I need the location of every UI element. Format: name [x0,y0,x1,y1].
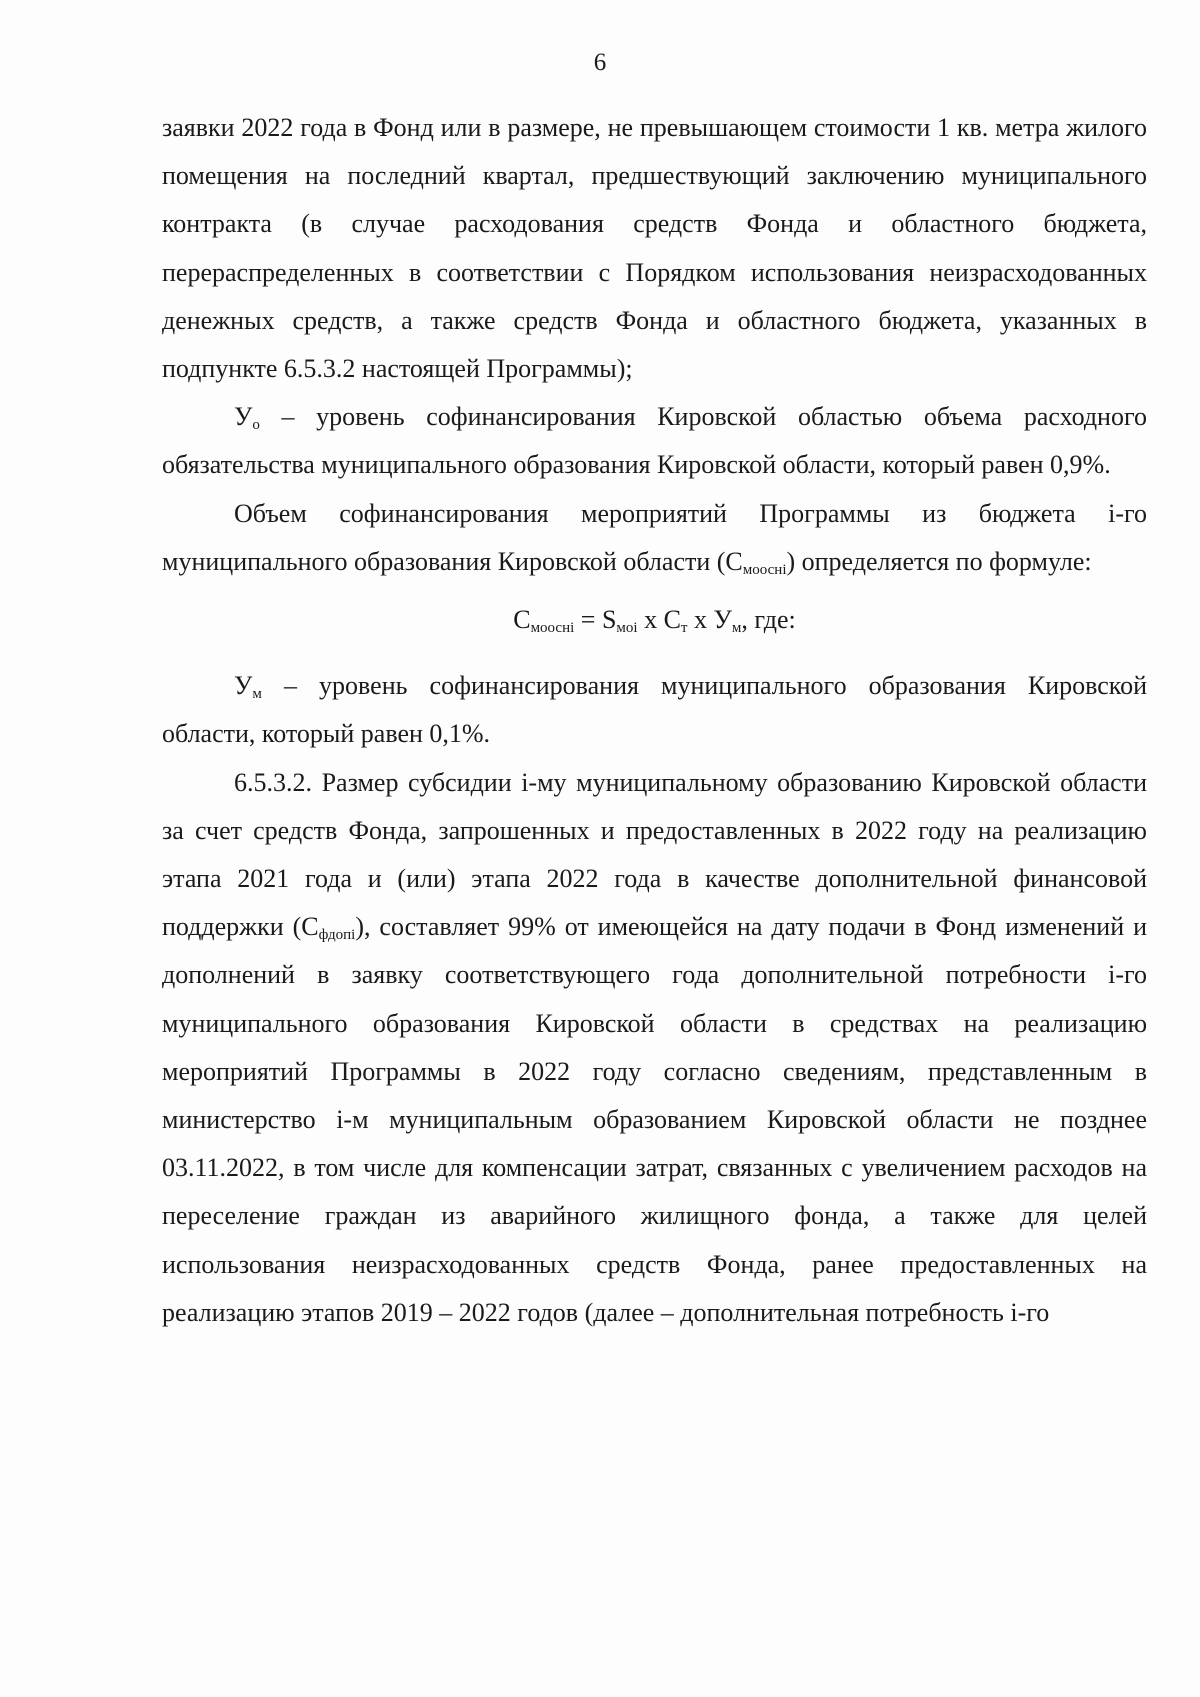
formula-subscript: т [680,620,688,637]
formula [162,596,1147,644]
symbol-u: У [234,671,253,701]
formula-text: , где: [741,605,796,635]
formula-symbol: С [513,605,531,635]
paragraph-continuation [162,104,1147,393]
formula-subscript: моосні [530,620,575,637]
page-number: 6 [593,49,607,76]
document-body [162,104,1147,1337]
symbol-subscript: фдопі [318,927,356,944]
paragraph-text: – уровень софинансирования муниципального образования Кировской области, который равен 0,1%. [162,671,1147,749]
paragraph-cofinancing-volume [162,490,1147,586]
symbol-subscript: о [252,417,260,434]
formula-text: х С [637,605,681,635]
formula-subscript: моі [616,620,638,637]
formula-text: х У [687,605,732,635]
paragraph-text: ) определяется по формуле: [786,546,1092,576]
paragraph-6-5-3-2 [162,759,1147,1337]
paragraph-text: ), составляет 99% от имеющейся на дату подачи в Фонд изменений и дополнений в заявку соответствующего года дополнительной потребности i-го муниципального образования Кировской области в средствах на реализацию мероприятий Программы в 2022 году согласно сведениям, представленным в министерство i-м муниципальным образованием Кировской области не позднее 03.11.2022, в том числе для компенсации затрат, связанных с увеличением расходов на переселение граждан из аварийного жилищного фонда, а также для целей использования неизрасходованных средств Фонда, ранее предоставленных на реализацию этапов 2019 – 2022 годов (далее – дополнительная потребность i-го [162,912,1147,1327]
symbol-u: У [234,402,253,432]
paragraph-text: – уровень софинансирования Кировской областью объема расходного обязательства муниципального образования Кировской области, который равен 0,9%. [162,402,1147,480]
symbol-subscript: моосні [742,561,787,578]
formula-text: = S [574,605,617,635]
paragraph-text: 6.5.3.2. Размер субсидии i-му муниципальному образованию Кировской области за счет средств Фонда, запрошенных и предоставленных в 2022 году на реализацию этапа 2021 года и (или) этапа 2022 года в качестве дополнительной финансовой поддержки (С [162,767,1147,942]
paragraph-um-definition [162,662,1147,758]
symbol-subscript: м [252,686,262,703]
paragraph-text: заявки 2022 года в Фонд или в размере, не превышающем стоимости 1 кв. метра жилого помещения на последний квартал, предшествующий заключению муниципального контракта (в случае расходования средств Фонда и областного бюджета, перераспределенных в соответствии с Порядком использования неизрасходованных денежных средств, а также средств Фонда и областного бюджета, указанных в подпункте 6.5.3.2 настоящей Программы); [162,113,1147,384]
formula-subscript: м [731,620,742,637]
paragraph-uo-definition [162,393,1147,489]
paragraph-text: Объем софинансирования мероприятий Программы из бюджета i-го муниципального образования Кировской области (С [162,498,1147,576]
